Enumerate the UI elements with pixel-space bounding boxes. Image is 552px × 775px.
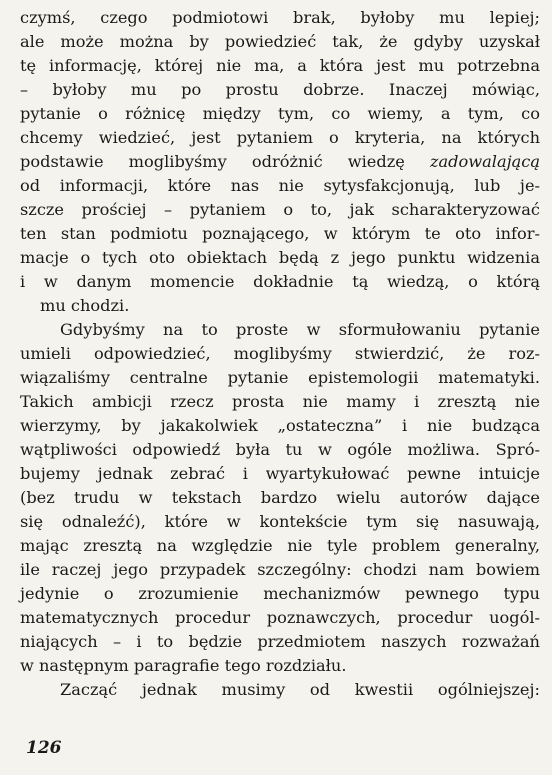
text-line: wiązaliśmy centralne pytanie epistemologii matematyki. [20, 368, 540, 387]
text-line: tę informację, której nie ma, a która jest mu potrzebna [20, 56, 540, 75]
text-fragment: podstawie moglibyśmy odróżnić wiedzę [20, 152, 405, 171]
text-line: wierzymy, by jakakolwiek „ostateczna” i nie budząca [20, 416, 540, 435]
text-line: matematycznych procedur poznawczych, procedur uogól- [20, 608, 540, 627]
text-line: pytanie o różnicę między tym, co wiemy, a tym, co [20, 104, 540, 123]
text-line: bujemy jednak zebrać i wyartykułować pewne intuicje [20, 464, 540, 483]
body-text [20, 6, 540, 702]
text-line: mając zresztą na względzie nie tyle problem generalny, [20, 536, 540, 555]
text-line: ile raczej jego przypadek szczególny: chodzi nam bowiem [20, 560, 540, 579]
text-line: Zacząć jednak musimy od kwestii ogólniejszej: [60, 680, 540, 699]
text-line: czymś, czego podmiotowi brak, byłoby mu lepiej; [20, 8, 540, 27]
text-line: umieli odpowiedzieć, moglibyśmy stwierdzić, że roz- [20, 344, 540, 363]
text-line: mu chodzi. [40, 296, 130, 315]
text-line: i w danym momencie dokładnie tą wiedzą, o którą [20, 272, 540, 291]
paragraph [20, 318, 540, 678]
text-line: szcze prościej – pytaniem o to, jak scharakteryzować [20, 200, 540, 219]
paragraph [20, 6, 540, 318]
text-line: ale może można by powiedzieć tak, że gdyby uzyskał [20, 32, 540, 51]
text-line [20, 150, 540, 174]
page-number: 126 [26, 738, 62, 758]
text-line: chcemy wiedzieć, jest pytaniem o kryteria, na których [20, 128, 540, 147]
text-line: niających – i to będzie przedmiotem naszych rozważań [20, 632, 540, 651]
text-line: się odnaleźć), które w kontekście tym się nasuwają, [20, 512, 540, 531]
text-line: macje o tych oto obiektach będą z jego punktu widzenia [20, 248, 540, 267]
text-line: Gdybyśmy na to proste w sformułowaniu pytanie [60, 320, 540, 339]
paragraph [20, 678, 540, 702]
text-line: – byłoby mu po prostu dobrze. Inaczej mówiąc, [20, 80, 540, 99]
text-line: jedynie o zrozumienie mechanizmów pewnego typu [20, 584, 540, 603]
emphasized-word: zadowalającą [429, 152, 540, 171]
text-line: ten stan podmiotu poznającego, w którym te oto infor- [20, 224, 540, 243]
text-line: w następnym paragrafie tego rozdziału. [20, 656, 347, 675]
text-line: Takich ambicji rzecz prosta nie mamy i zresztą nie [20, 392, 540, 411]
text-line: od informacji, które nas nie sytysfakcjonują, lub je- [20, 176, 540, 195]
text-line: (bez trudu w tekstach bardzo wielu autorów dające [20, 488, 540, 507]
text-line: wątpliwości odpowiedź była tu w ogóle możliwa. Spró- [20, 440, 540, 459]
